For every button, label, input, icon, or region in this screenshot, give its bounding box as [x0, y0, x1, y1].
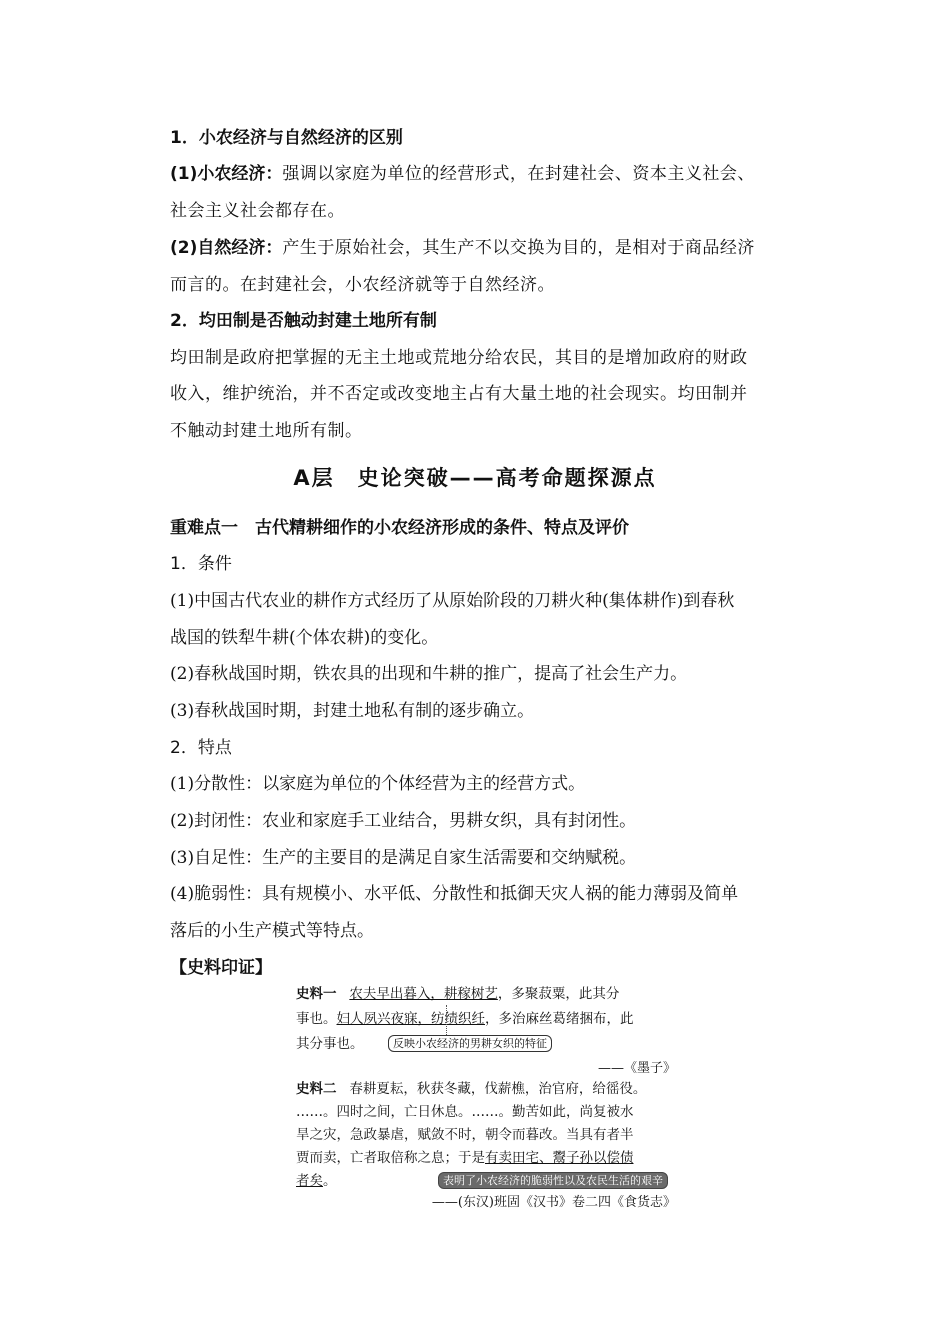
source-1-line-2: [296, 1010, 634, 1028]
annotation-tag: 表明了小农经济的脆弱性以及农民生活的艰辛: [438, 1172, 668, 1189]
feature-item: (4)脆弱性：具有规模小、水平低、分散性和抵御天灾人祸的能力薄弱及简单: [170, 884, 739, 904]
quote-text: 其分事也。: [296, 1036, 364, 1052]
section-heading-2: 2．均田制是否触动封建土地所有制: [170, 311, 437, 331]
condition-item: (2)春秋战国时期，铁农具的出现和牛耕的推广，提高了社会生产力。: [170, 664, 688, 684]
paragraph-line: 而言的。在封建社会，小农经济就等于自然经济。: [170, 275, 555, 295]
quote-text: 春耕夏耘，秋获冬藏，伐薪樵，治官府，给徭役。: [349, 1081, 647, 1097]
key-point-title: 重难点一 古代精耕细作的小农经济形成的条件、特点及评价: [170, 518, 629, 538]
historical-source-box: [296, 985, 680, 1210]
feature-item: (1)分散性：以家庭为单位的个体经营为主的经营方式。: [170, 774, 586, 794]
underlined-quote: 农夫早出暮入，耕稼树艺: [349, 986, 498, 1002]
underlined-quote: 有卖田宅、鬻子孙以偿债: [485, 1150, 634, 1166]
main-heading: A层 史论突破——高考命题探源点: [293, 466, 657, 490]
term-label: (1)小农经济：: [170, 164, 283, 184]
source-2-line-5: [296, 1172, 337, 1190]
source-1-line-1: [296, 985, 619, 1003]
paragraph-line: 不触动封建土地所有制。: [170, 421, 363, 441]
source-1-line-3: [296, 1035, 364, 1053]
paragraph-line: 社会主义社会都存在。: [170, 201, 345, 221]
source-label: 史料一: [296, 986, 337, 1002]
source-2-line-2: ……。四时之间，亡日休息。……。勤苦如此，尚复被水: [296, 1104, 634, 1120]
quote-text: 贾而卖，亡者取倍称之息；于是: [296, 1150, 485, 1166]
paragraph-natural-economy: [170, 236, 810, 260]
conditions-title: 1．条件: [170, 554, 232, 574]
evidence-label: 【史料印证】: [170, 958, 272, 978]
paragraph-line: 收入，维护统治，并不否定或改变地主占有大量土地的社会现实。均田制并: [170, 384, 748, 404]
source-2-line-3: 旱之灾，急政暴虐，赋敛不时，朝令而暮改。当具有者半: [296, 1127, 634, 1143]
quote-text: 事也。: [296, 1011, 337, 1027]
term-label: (2)自然经济：: [170, 238, 283, 258]
underlined-quote: 者矣: [296, 1173, 323, 1189]
quote-text: 。: [323, 1173, 337, 1189]
source-label: 史料二: [296, 1081, 337, 1097]
annotation-tag: 反映小农经济的男耕女织的特征: [388, 1035, 552, 1052]
source-2-line-1: [296, 1080, 646, 1098]
paragraph-text: 产生于原始社会，其生产不以交换为目的，是相对于商品经济: [282, 238, 755, 258]
features-title: 2．特点: [170, 738, 232, 758]
paragraph-text: 强调以家庭为单位的经营形式，在封建社会、资本主义社会、: [282, 164, 755, 184]
paragraph-small-peasant: [170, 162, 810, 186]
underlined-quote: 妇人夙兴夜寐，纺绩织纴: [336, 1011, 485, 1027]
condition-item: (1)中国古代农业的耕作方式经历了从原始阶段的刀耕火种(集体耕作)到春秋: [170, 591, 735, 611]
feature-item: (3)自足性：生产的主要目的是满足自家生活需要和交纳赋税。: [170, 848, 637, 868]
section-heading-1: 1．小农经济与自然经济的区别: [170, 128, 403, 148]
feature-item-cont: 落后的小生产模式等特点。: [170, 921, 374, 941]
condition-item: (3)春秋战国时期，封建土地私有制的逐步确立。: [170, 701, 535, 721]
source-citation: ——(东汉)班固《汉书》卷二四《食货志》: [431, 1195, 676, 1210]
source-citation: ——《墨子》: [597, 1061, 676, 1076]
paragraph-line: 均田制是政府把掌握的无主土地或荒地分给农民，其目的是增加政府的财政: [170, 348, 748, 368]
quote-text: ，多治麻丝葛绪捆布，此: [485, 1011, 634, 1027]
condition-item-cont: 战国的铁犁牛耕(个体农耕)的变化。: [170, 628, 439, 648]
source-2-line-4: [296, 1149, 634, 1167]
feature-item: (2)封闭性：农业和家庭手工业结合，男耕女织，具有封闭性。: [170, 811, 637, 831]
quote-text: ，多聚菽粟，此其分: [497, 986, 620, 1002]
